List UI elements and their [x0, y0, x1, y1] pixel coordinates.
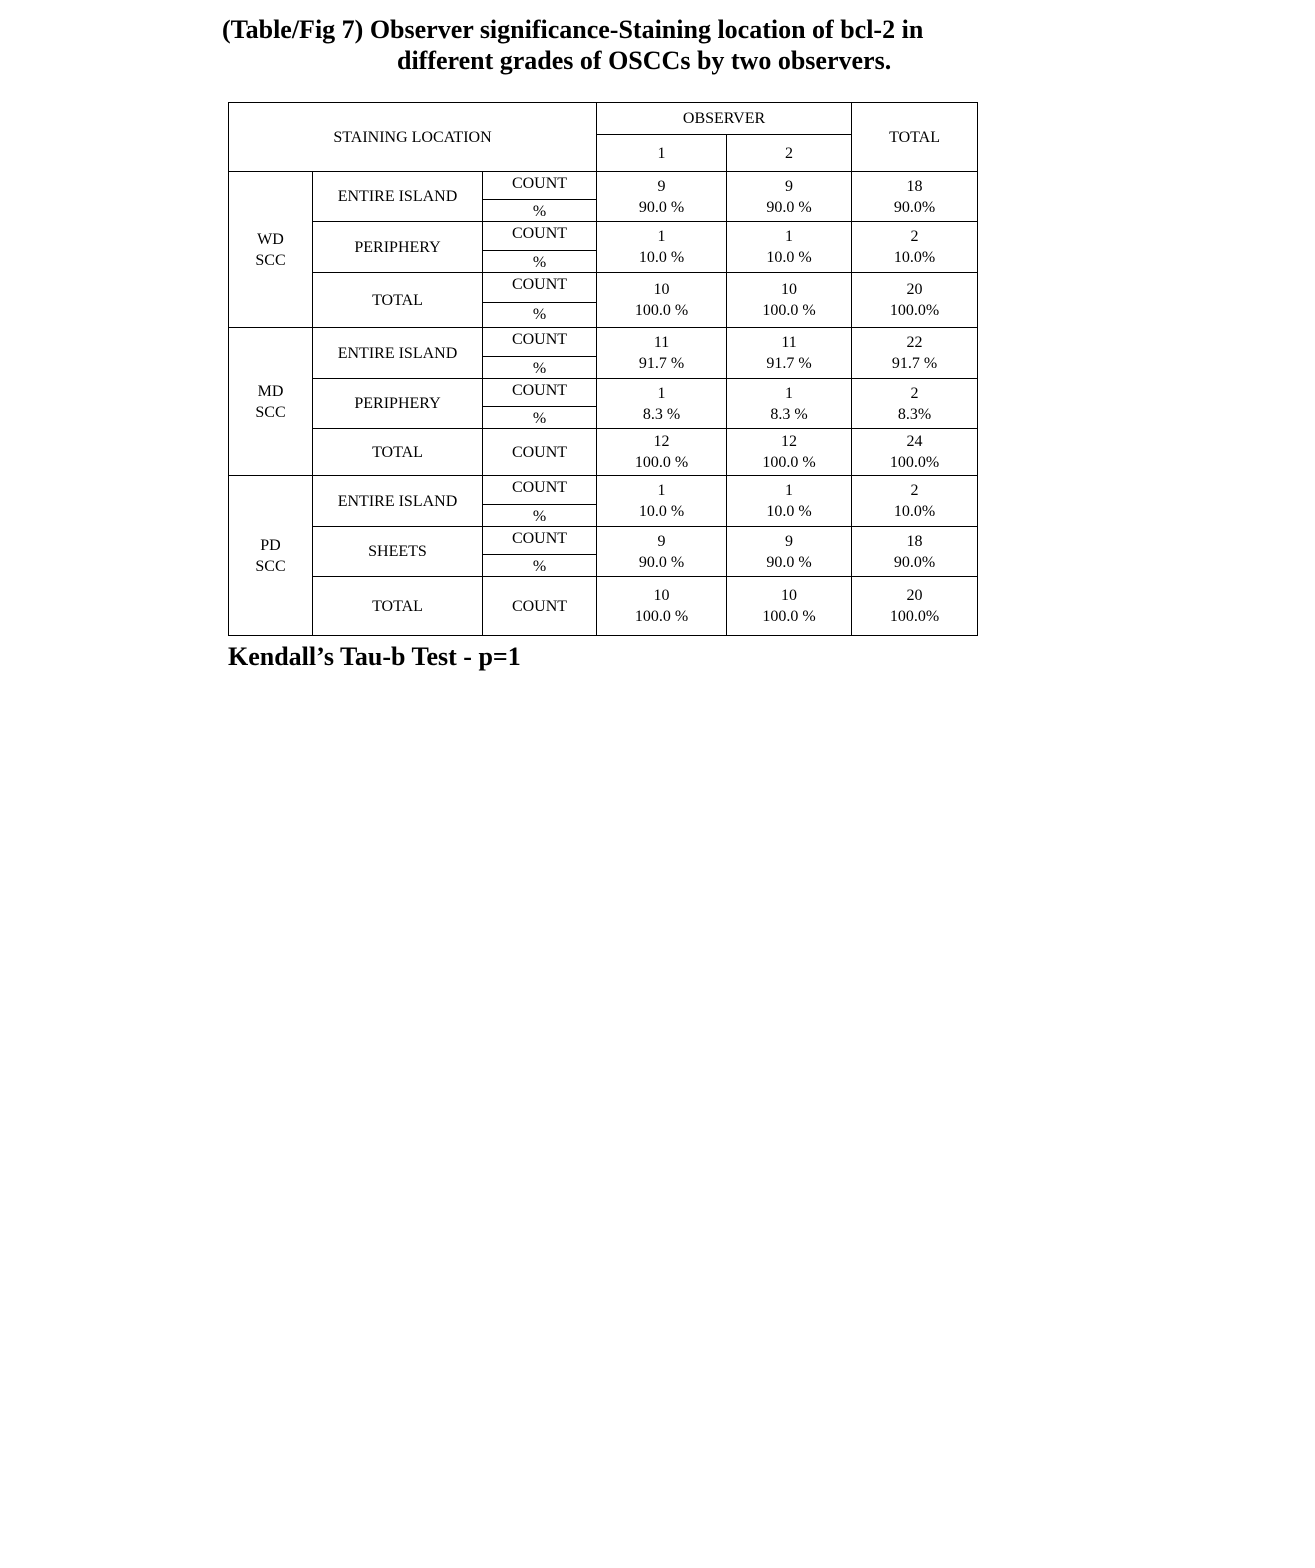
observer-2-count: 12 — [781, 433, 798, 450]
figure-title — [222, 14, 923, 76]
observer-1-count: 11 — [653, 334, 670, 351]
observer-2-value-cell — [727, 328, 852, 379]
observer-1-value-cell — [597, 222, 727, 273]
statistical-test-note: Kendall’s Tau-b Test - p=1 — [228, 642, 521, 671]
table-row — [229, 476, 978, 527]
grade-label-line2: SCC — [255, 557, 286, 575]
total-value-cell — [852, 429, 978, 476]
observer-1-percent: 8.3 % — [642, 405, 681, 423]
total-value-cell — [852, 172, 978, 222]
observer-2-percent: 91.7 % — [766, 355, 812, 372]
table-row — [229, 172, 978, 222]
count-label: COUNT — [483, 379, 596, 407]
observer-2-value-cell — [727, 429, 852, 476]
observer-2-value-cell — [727, 273, 852, 328]
total-value-cell — [852, 328, 978, 379]
observer-2-value-cell — [727, 222, 852, 273]
observer-1-value-cell — [597, 379, 727, 429]
figure-title-line1: (Table/Fig 7) Observer significance-Staining location of bcl-2 in — [222, 15, 924, 44]
grade-label-line1: MD — [257, 382, 284, 400]
observer-2-value-cell — [727, 379, 852, 429]
total-count: 2 — [910, 482, 919, 499]
total-value-cell — [852, 577, 978, 636]
observer-1-value-cell — [597, 476, 727, 527]
staining-location-cell: ENTIRE ISLAND — [313, 172, 483, 222]
observer-2-value-cell — [727, 577, 852, 636]
staining-location-cell: TOTAL — [313, 429, 483, 476]
total-percent: 90.0% — [893, 553, 936, 571]
staining-location-cell: ENTIRE ISLAND — [313, 328, 483, 379]
total-percent: 91.7 % — [891, 355, 938, 372]
total-count: 2 — [910, 384, 919, 402]
observer-table — [228, 102, 978, 636]
staining-location-cell: ENTIRE ISLAND — [313, 476, 483, 527]
observer-1-value-cell — [597, 577, 727, 636]
table-body — [229, 172, 978, 636]
measure-label-stack — [483, 527, 597, 577]
observer-1-percent: 10.0 % — [638, 249, 685, 266]
grade-label — [229, 476, 313, 636]
total-percent: 90.0% — [893, 198, 936, 216]
total-count: 24 — [906, 433, 923, 450]
header-observer-1: 1 — [597, 135, 727, 172]
table-row — [229, 429, 978, 476]
observer-2-count: 1 — [785, 482, 794, 499]
measure-label: COUNT — [483, 577, 597, 636]
observer-2-count: 1 — [785, 384, 794, 402]
observer-1-value-cell — [597, 273, 727, 328]
percent-label: % — [532, 203, 547, 220]
total-percent: 10.0% — [893, 249, 936, 266]
observer-1-percent: 100.0 % — [634, 454, 689, 471]
observer-2-count: 10 — [781, 281, 798, 298]
observer-2-percent: 10.0 % — [766, 249, 812, 266]
percent-label: % — [532, 254, 547, 271]
percent-label: % — [532, 558, 547, 575]
observer-1-percent: 10.0 % — [638, 503, 685, 520]
observer-1-percent: 90.0 % — [638, 553, 685, 571]
count-label: COUNT — [483, 273, 596, 303]
observer-1-count: 1 — [657, 228, 666, 245]
observer-2-value-cell — [727, 476, 852, 527]
observer-2-percent: 8.3 % — [770, 405, 808, 423]
observer-2-percent: 100.0 % — [762, 454, 816, 471]
staining-location-cell: PERIPHERY — [313, 379, 483, 429]
observer-1-value-cell — [597, 172, 727, 222]
table-row — [229, 222, 978, 273]
percent-label: % — [532, 306, 547, 323]
percent-label: % — [532, 410, 547, 427]
header-observer: OBSERVER — [597, 103, 852, 135]
count-label: COUNT — [483, 527, 596, 555]
observer-1-percent: 100.0 % — [634, 302, 689, 319]
figure-title-line2: different grades of OSCCs by two observers. — [397, 46, 892, 75]
header-total: TOTAL — [852, 103, 978, 172]
observer-1-value-cell — [597, 328, 727, 379]
observer-2-count: 1 — [785, 228, 794, 245]
total-count: 20 — [906, 281, 923, 298]
observer-2-count: 11 — [781, 334, 797, 351]
measure-label-stack — [483, 476, 597, 527]
observer-1-count: 1 — [657, 482, 666, 499]
observer-2-percent: 10.0 % — [766, 503, 812, 520]
total-count: 22 — [906, 334, 923, 351]
total-value-cell — [852, 273, 978, 328]
staining-location-cell: PERIPHERY — [313, 222, 483, 273]
observer-1-count: 12 — [653, 433, 670, 450]
table-row — [229, 577, 978, 636]
total-percent: 100.0% — [889, 302, 940, 319]
total-count: 18 — [906, 177, 923, 195]
grade-label-line1: PD — [260, 536, 281, 554]
total-count: 20 — [906, 587, 923, 604]
staining-location-cell: TOTAL — [313, 577, 483, 636]
observer-2-percent: 90.0 % — [766, 553, 812, 571]
measure-label-stack — [483, 379, 597, 429]
total-percent: 100.0% — [889, 454, 940, 471]
grade-label-line2: SCC — [255, 403, 286, 421]
total-percent: 10.0% — [893, 503, 936, 520]
observer-1-count: 9 — [657, 177, 666, 195]
observer-1-percent: 100.0 % — [634, 608, 689, 625]
grade-label — [229, 328, 313, 476]
table-row — [229, 328, 978, 379]
observer-1-count: 10 — [653, 281, 670, 298]
observer-2-count: 9 — [785, 177, 794, 195]
grade-label-line2: SCC — [255, 251, 286, 269]
observer-2-percent: 90.0 % — [766, 198, 812, 216]
observer-1-value-cell — [597, 429, 727, 476]
observer-2-count: 9 — [785, 532, 794, 550]
staining-location-cell: SHEETS — [313, 527, 483, 577]
total-count: 2 — [910, 228, 919, 245]
measure-label-stack — [483, 273, 597, 328]
table-row — [229, 527, 978, 577]
total-value-cell — [852, 222, 978, 273]
total-percent: 100.0% — [889, 608, 940, 625]
observer-1-percent: 90.0 % — [638, 198, 685, 216]
observer-2-value-cell — [727, 527, 852, 577]
count-label: COUNT — [483, 328, 596, 357]
percent-label: % — [532, 360, 547, 377]
observer-1-count: 1 — [657, 384, 666, 402]
percent-label: % — [532, 508, 547, 525]
measure-label-stack — [483, 172, 597, 222]
measure-label-stack — [483, 328, 597, 379]
observer-2-value-cell — [727, 172, 852, 222]
total-count: 18 — [906, 532, 923, 550]
observer-2-count: 10 — [781, 587, 798, 604]
measure-label-stack — [483, 222, 597, 273]
count-label: COUNT — [483, 172, 596, 200]
total-value-cell — [852, 476, 978, 527]
count-label: COUNT — [483, 222, 596, 251]
observer-1-count: 9 — [657, 532, 666, 550]
header-observer-2: 2 — [727, 135, 852, 172]
measure-label: COUNT — [483, 429, 597, 476]
total-value-cell — [852, 379, 978, 429]
total-value-cell — [852, 527, 978, 577]
header-staining-location: STAINING LOCATION — [229, 103, 597, 172]
total-percent: 8.3% — [897, 405, 932, 423]
table-row — [229, 273, 978, 328]
observer-1-value-cell — [597, 527, 727, 577]
observer-2-percent: 100.0 % — [762, 608, 816, 625]
observer-1-count: 10 — [653, 587, 670, 604]
grade-label — [229, 172, 313, 328]
grade-label-line1: WD — [257, 230, 284, 248]
observer-1-percent: 91.7 % — [638, 355, 685, 372]
staining-location-cell: TOTAL — [313, 273, 483, 328]
table-row — [229, 379, 978, 429]
count-label: COUNT — [483, 476, 596, 505]
observer-2-percent: 100.0 % — [762, 302, 816, 319]
